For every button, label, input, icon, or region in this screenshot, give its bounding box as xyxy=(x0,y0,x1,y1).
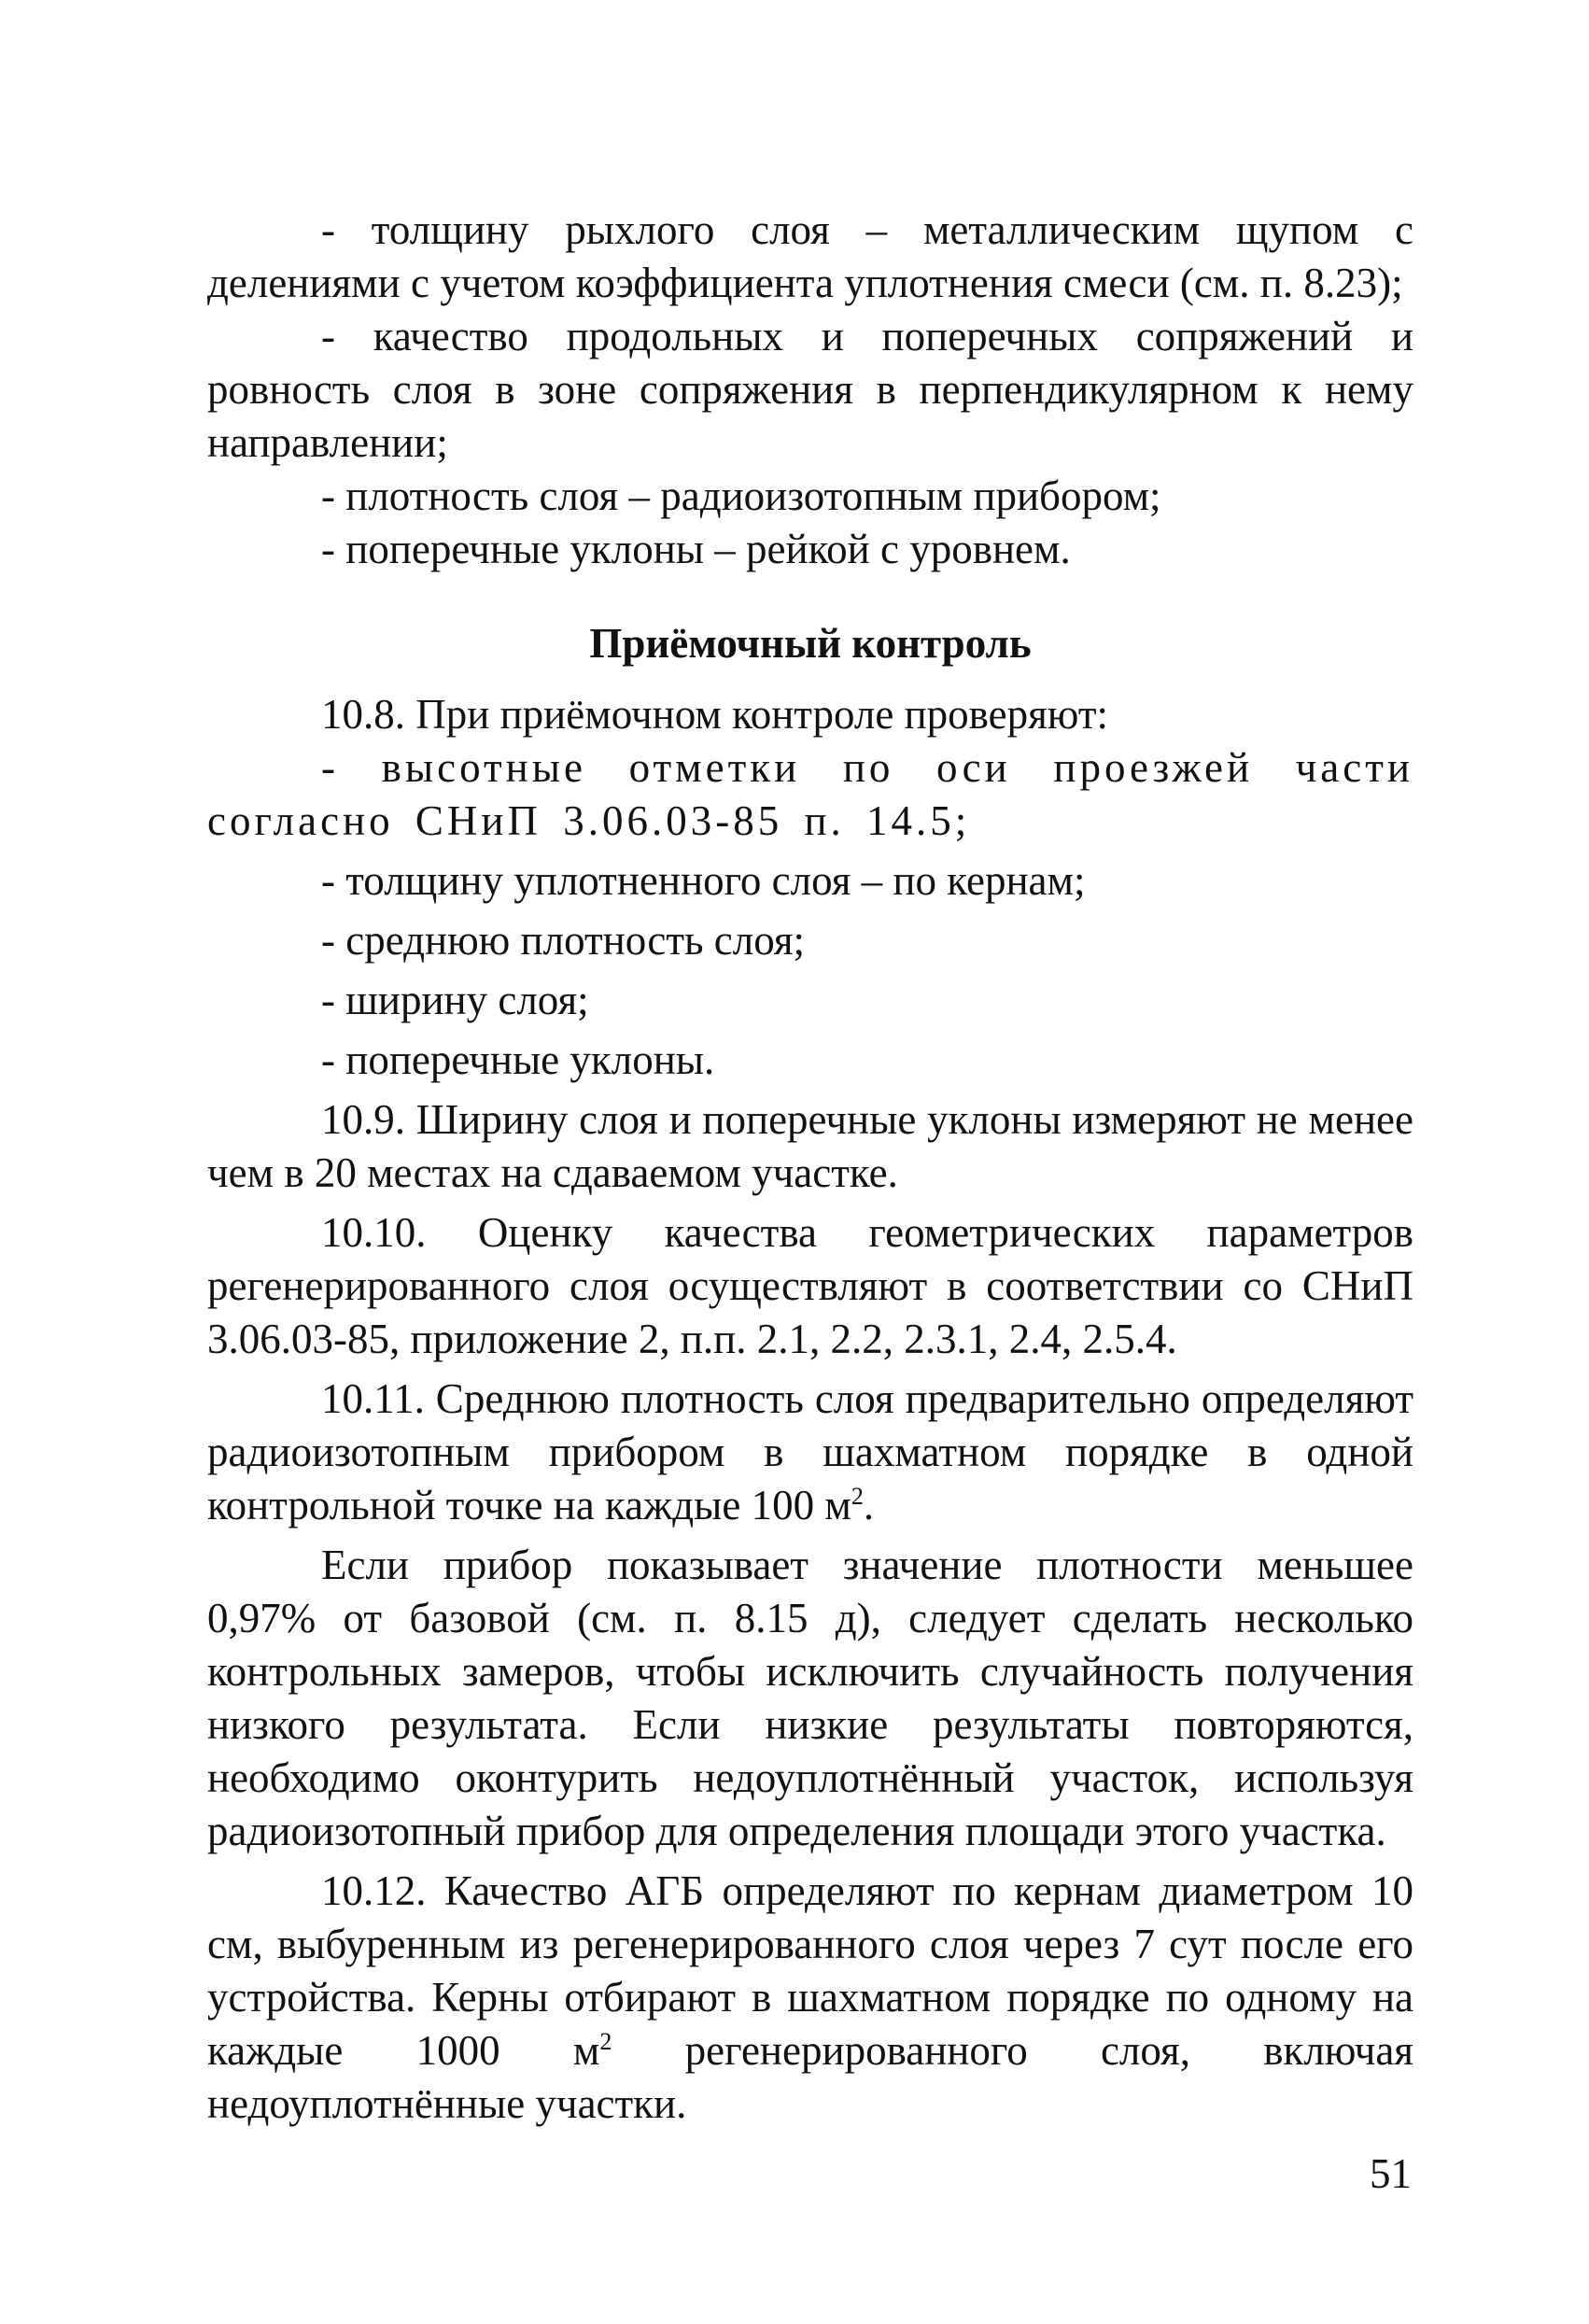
paragraph-10-8-item-width: - ширину слоя; xyxy=(321,977,589,1023)
paragraph-10-11-end: . xyxy=(863,1482,875,1528)
paragraph-10-8-item-thickness: - толщину уплотненного слоя – по кернам; xyxy=(321,857,1086,904)
paragraph-density-check: Если прибор показывает значение плотности меньшее 0,97% от базовой (см. п. 8.15 д), следует сделать несколько контрольных замеров, чтобы исключить случайность получения низкого результата. Если низкие результаты повторяются, необходимо оконтурить недоуплотнённый участок, используя радиоизотопный прибор для определения площади этого участка. xyxy=(207,1542,1413,1854)
list-item-layer-density: - плотность слоя – радиоизотопным прибором; xyxy=(321,472,1161,519)
list-item-joint-quality: - качество продольных и поперечных сопряжений и ровность слоя в зоне сопряжения в перпендикулярном к нему направлении; xyxy=(207,313,1413,466)
body-text xyxy=(207,204,1413,2131)
paragraph-10-8-item-elevations: - высотные отметки по оси проезжей части согласно СНиП 3.06.03-85 п. 14.5; xyxy=(207,744,1413,844)
page-number: 51 xyxy=(1370,2150,1412,2197)
list-item-cross-slopes: - поперечные уклоны – рейкой с уровнем. xyxy=(321,526,1071,572)
list-item-loose-layer-thickness: - толщину рыхлого слоя – металлическим щупом с делениями с учетом коэффициента уплотнения смеси (см. п. 8.23); xyxy=(207,206,1413,306)
paragraph-10-12-before: 10.12. Качество АГБ определяют по кернам диаметром 10 см, выбуренным из регенерированного слоя через 7 сут после его устройства. Керны отбирают в шахматном порядке по одному на каждые 1000 м xyxy=(207,1867,1413,2074)
superscript-2: 2 xyxy=(851,1483,864,1510)
paragraph-10-12-after: регенерированного слоя, включая недоуплотнённые участки. xyxy=(207,2027,1414,2127)
paragraph-10-10: 10.10. Оценку качества геометрических параметров регенерированного слоя осуществляют в соответствии со СНиП 3.06.03-85, приложение 2, п.п. 2.1, 2.2, 2.3.1, 2.4, 2.5.4. xyxy=(207,1209,1413,1362)
paragraph-10-9: 10.9. Ширину слоя и поперечные уклоны измеряют не менее чем в 20 местах на сдаваемом участке. xyxy=(207,1096,1413,1196)
paragraph-10-8-item-density: - среднюю плотность слоя; xyxy=(321,917,806,964)
paragraph-10-8-intro: 10.8. При приёмочном контроле проверяют: xyxy=(321,691,1109,738)
paragraph-10-11-text: 10.11. Среднюю плотность слоя предварительно определяют радиоизотопным прибором в шахматном порядке в одной контрольной точке на каждые 100 м xyxy=(207,1375,1413,1528)
superscript-2: 2 xyxy=(599,2028,612,2055)
paragraph-10-11 xyxy=(207,1373,1413,1532)
section-heading: Приёмочный контроль xyxy=(589,620,1032,667)
paragraph-10-12 xyxy=(207,1865,1413,2131)
paragraph-10-8-item-slopes: - поперечные уклоны. xyxy=(321,1036,715,1083)
